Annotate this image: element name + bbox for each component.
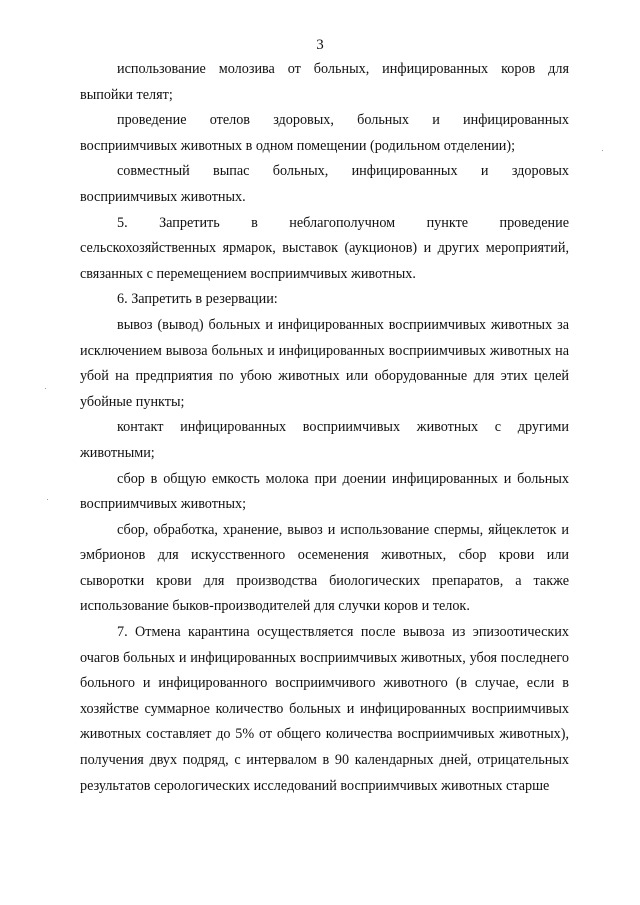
paragraph-contact: контакт инфицированных восприимчивых животных с другими животными; [80, 419, 569, 461]
page-number: 3 [316, 37, 324, 53]
paragraph-grazing: совместный выпас больных, инфицированных и здоровых восприимчивых животных. [80, 163, 569, 205]
paragraph-calving: проведение отелов здоровых, больных и инфицированных восприимчивых животных в одном помещении (родильном отделении); [80, 112, 569, 154]
paragraph-item-7: 7. Отмена карантина осуществляется после вывоза из эпизоотических очагов больных и инфицированных восприимчивых животных, убоя последнего больного и инфицированного восприимчивого животного (в случае, если в хозяйстве суммарное количество больных и инфицированных восприимчивых животных составляет до 5% от общего количества восприимчивых животных), получения двух подряд, с интервалом в 90 календарных дней, отрицательных результатов серологических исследований восприимчивых животных старше [80, 624, 569, 794]
paragraph-colostrum: использование молозива от больных, инфицированных коров для выпойки телят; [80, 61, 569, 103]
paragraph-milk: сбор в общую емкость молока при доении инфицированных и больных восприимчивых животных; [80, 470, 569, 513]
paragraph-sperm: сбор, обработка, хранение, вывоз и использование спермы, яйцеклеток и эмбрионов для искусственного осеменения животных, сбор крови или сыворотки крови для производства биологических препаратов, а также использование быков-производителей для случки коров и телок. [80, 521, 569, 615]
paragraph-item-6: 6. Запретить в резервации: [117, 291, 278, 308]
scan-speck [45, 388, 46, 389]
scan-speck [602, 150, 603, 151]
paragraph-item-5: 5. Запретить в неблагополучном пункте проведение сельскохозяйственных ярмарок, выставок (аукционов) и других мероприятий, связанных с перемещением восприимчивых животных. [80, 214, 569, 282]
scan-speck [47, 499, 48, 500]
paragraph-removal: вывоз (вывод) больных и инфицированных восприимчивых животных за исключением вывоза больных и инфицированных восприимчивых животных на убой на предприятия по убою животных или оборудованные для этих целей убойные пункты; [80, 316, 569, 410]
document-body [80, 57, 569, 799]
